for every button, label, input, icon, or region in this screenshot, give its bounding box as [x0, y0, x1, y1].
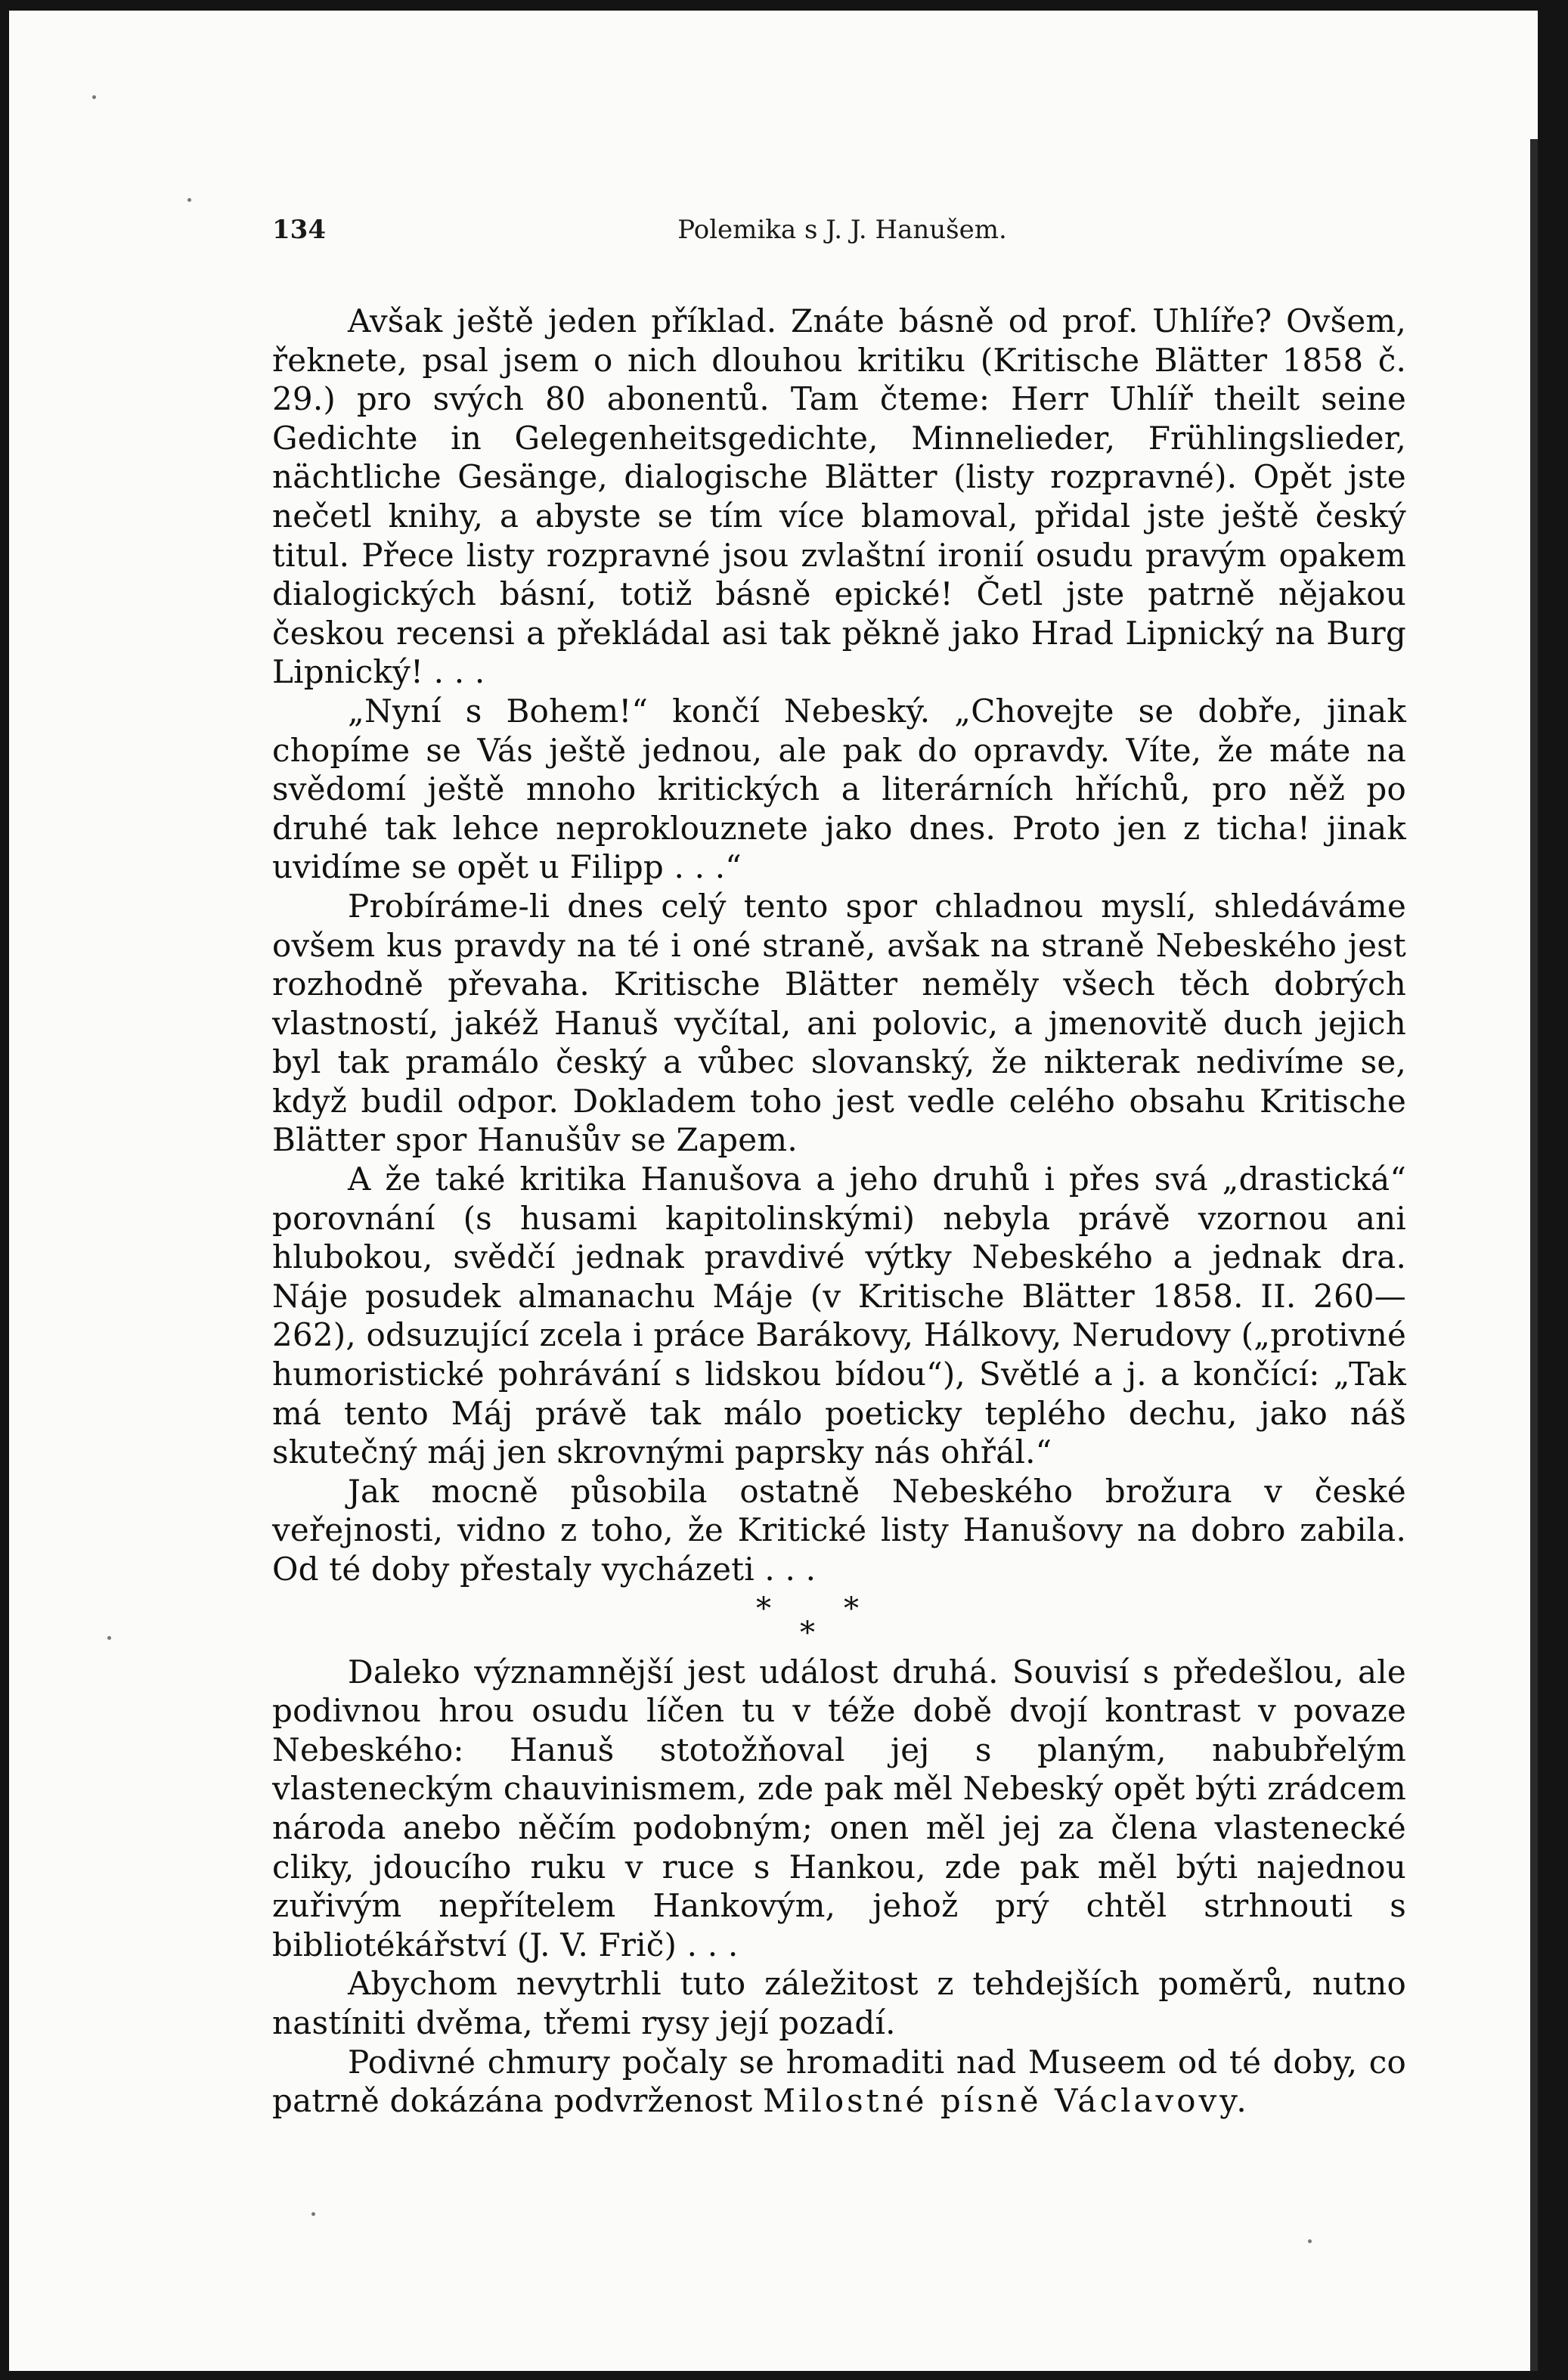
section-break — [272, 1591, 1406, 1650]
scan-speck — [107, 1636, 111, 1640]
paragraph: „Nyní s Bohem!“ končí Nebeský. „Chovejte se dobře, jinak chopíme se Vás ještě jednou, ale pak do opravdy. Víte, že máte na svědomí ještě mnoho kritických a literárních hříchů, pro něž po druhé tak lehce neproklouznete jako dnes. Proto jen z ticha! jinak uvidíme se opět u Filipp . . .“ — [272, 692, 1406, 886]
scan-speck — [187, 198, 191, 202]
paragraph: A že také kritika Hanušova a jeho druhů i přes svá „drastická“ porovnání (s husami kapitolinskými) nebyla právě vzornou ani hlubokou, svědčí jednak pravdivé výtky Nebeského a jednak dra. Náje posudek almanachu Máje (v Kritische Blätter 1858. II. 260—262), odsuzující zcela i práce Barákovy, Hálkovy, Nerudovy („protivné humoristické pohrávání s lidskou bídou“), Světlé a j. a končící: „Tak má tento Máj právě tak málo poeticky teplého dechu, jako náš skutečný máj jen skrovnými paprsky nás ohřál.“ — [272, 1161, 1406, 1471]
scanned-page — [9, 11, 1538, 2371]
paragraph-lead: Podivné chmury počaly se hromaditi nad Museem od té doby, co patrně dokázána podvrženost — [272, 2043, 1406, 2120]
spaced-title: Milostné písně Václavovy. — [762, 2082, 1250, 2120]
paragraph: Jak mocně působila ostatně Nebeského brožura v české veřejnosti, vidno z toho, že Kritické listy Hanušovy na dobro zabila. Od té doby přestaly vycházeti . . . — [272, 1472, 1406, 1588]
paragraph: Avšak ještě jeden příklad. Znáte básně od prof. Uhlíře? Ovšem, řeknete, psal jsem o nich dlouhou kritiku (Kritische Blätter 1858 č. 29.) pro svých 80 abonentů. Tam čteme: Herr Uhlíř theilt seine Gedichte in Gelegenheitsgedichte, Minnelieder, Frühlingslieder, nächtliche Gesänge, dialogische Blätter (listy rozpravné). Opět jste nečetl knihy, a abyste se tím více blamoval, přidal jste ještě český titul. Přece listy rozpravné jsou zvlaštní ironií osudu pravým opakem dialogických básní, totiž básně epické! Četl jste patrně nějakou českou recensi a překládal asi tak pěkně jako Hrad Lipnický na Burg Lipnický! . . . — [272, 302, 1406, 691]
running-title: Polemika s J. J. Hanušem. — [677, 215, 1007, 245]
asterisk: * — [756, 1591, 772, 1626]
page-edge-shadow — [1530, 139, 1538, 2371]
paragraph: Abychom nevytrhli tuto záležitost z tehdejších poměrů, nutno nastíniti dvěma, třemi rysy její pozadí. — [272, 1965, 1406, 2041]
page-number: 134 — [272, 215, 326, 245]
asterisk: * — [800, 1615, 816, 1650]
paragraph-last — [272, 2043, 1406, 2121]
scan-speck — [311, 2212, 315, 2216]
scan-speck — [1308, 2239, 1312, 2243]
paragraph: Daleko významnější jest událost druhá. Souvisí s předešlou, ale podivnou hrou osudu líčen tu v téže době dvojí kontrast v povaze Nebeského: Hanuš stotožňoval jej s planým, nabubřelým vlasteneckým chauvinismem, zde pak měl Nebeský opět býti zrádcem národa anebo něčím podobným; onen měl jej za člena vlastenecké cliky, jdoucího ruku v ruce s Hankou, zde pak měl býti najednou zuřivým nepřítelem Hankovým, jehož prý chtěl strhnouti s bibliotékářství (J. V. Frič) . . . — [272, 1653, 1406, 1963]
body-text — [272, 302, 1406, 2121]
asterisk: * — [844, 1591, 860, 1626]
scan-speck — [92, 95, 96, 99]
paragraph: Probíráme-li dnes celý tento spor chladnou myslí, shledáváme ovšem kus pravdy na té i oné straně, avšak na straně Nebeského jest rozhodně převaha. Kritische Blätter neměly všech těch dobrých vlastností, jakéž Hanuš vyčítal, ani polovic, a jmenovitě duch jejich byl tak pramálo český a vůbec slovanský, že nikterak nedivíme se, když budil odpor. Dokladem toho jest vedle celého obsahu Kritische Blätter spor Hanušův se Zapem. — [272, 887, 1406, 1159]
page-header — [263, 209, 1421, 251]
